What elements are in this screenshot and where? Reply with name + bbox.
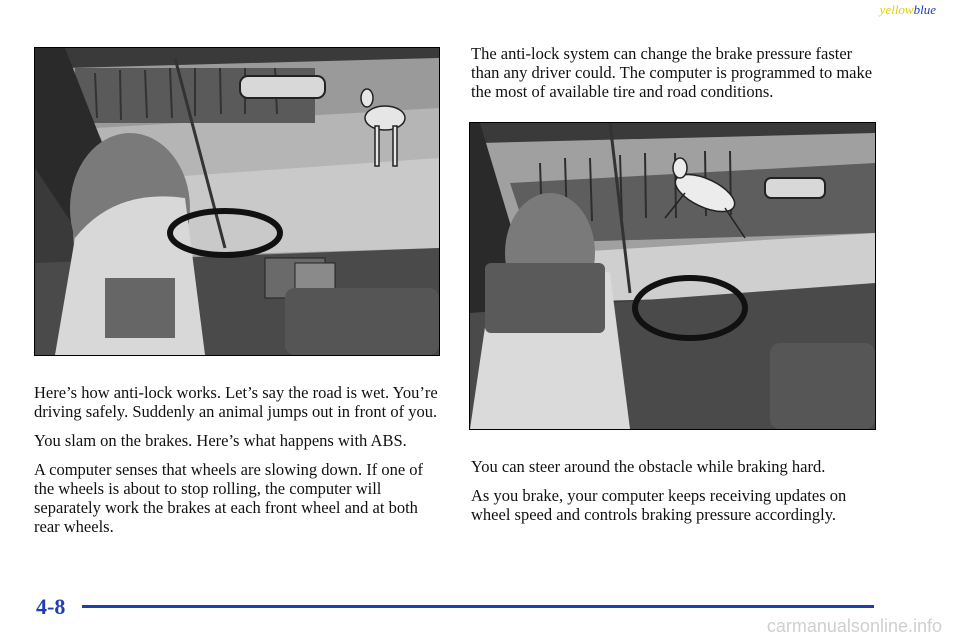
right-column-top-text: [471, 44, 876, 111]
paragraph: Here’s how anti-lock works. Let’s say the road is wet. You’re driving safely. Suddenly an animal jumps out in front of you.: [34, 383, 438, 421]
paragraph: You can steer around the obstacle while braking hard.: [471, 457, 826, 476]
watermark: carmanualsonline.info: [766, 616, 942, 636]
paragraph: You slam on the brakes. Here’s what happens with ABS.: [34, 431, 407, 450]
paragraph: As you brake, your computer keeps receiving updates on wheel speed and controls braking pressure accordingly.: [471, 486, 847, 524]
page-number: 4-8: [36, 594, 66, 619]
color-tag-blue: blue: [913, 2, 936, 17]
footer-rule: [82, 605, 874, 608]
paragraph: The anti-lock system can change the brake pressure faster than any driver could. The computer is programmed to make the most of available tire and road conditions.: [471, 44, 873, 101]
color-tag-yellow: yellow: [879, 2, 914, 17]
color-tag: [880, 2, 936, 18]
illustration-driver-steers-around-deer: [469, 122, 876, 430]
illustration-driver-sees-deer: [34, 47, 440, 356]
left-column-text: [34, 383, 444, 546]
paragraph: A computer senses that wheels are slowing down. If one of the wheels is about to stop rolling, the computer will separately work the brakes at each front wheel and at both rear wheels.: [34, 460, 424, 536]
right-column-bottom-text: [471, 457, 881, 534]
